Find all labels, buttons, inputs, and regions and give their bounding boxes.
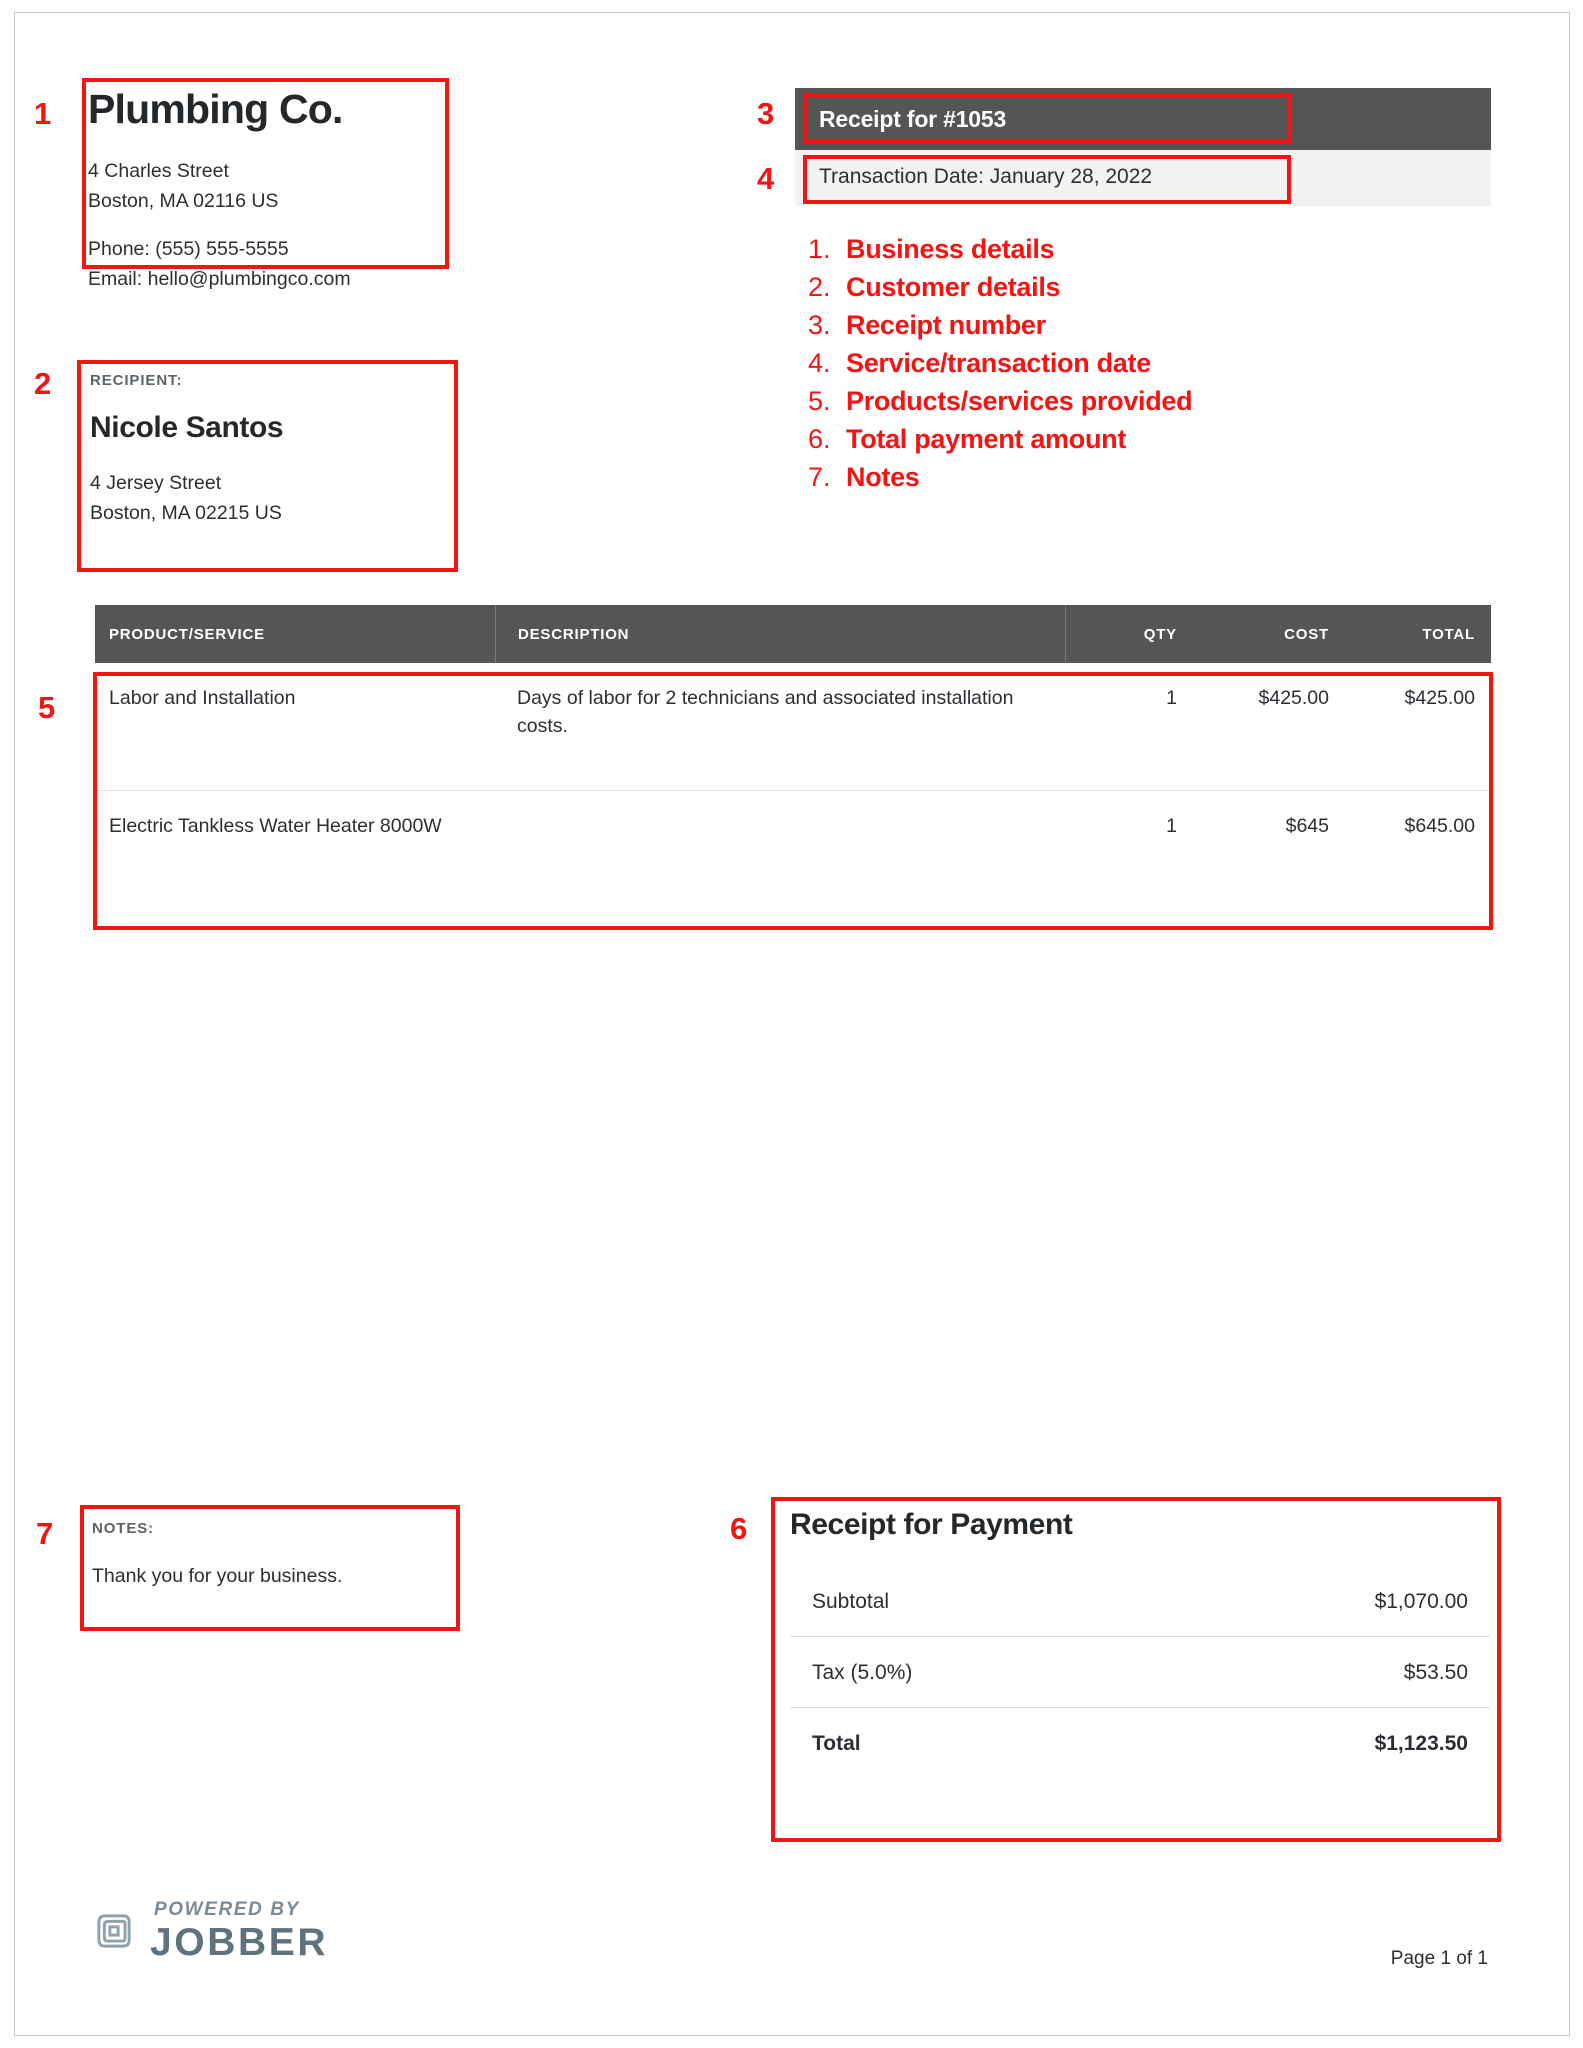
column-header-total: TOTAL (1422, 625, 1475, 643)
receipt-header-bar (795, 88, 1491, 150)
payment-row-label: Tax (5.0%) (812, 1661, 913, 1684)
recipient-details-block (90, 372, 450, 528)
annotation-marker-5: 5 (38, 690, 56, 725)
payment-row-tax (790, 1661, 1490, 1708)
cell-product: Labor and Installation (109, 687, 296, 709)
annotation-legend-number: 2. (808, 272, 831, 302)
annotation-legend-list (808, 234, 1428, 500)
column-header-cost: COST (1284, 625, 1329, 643)
notes-label: NOTES: (92, 1520, 155, 1537)
page-number: Page 1 of 1 (1390, 1948, 1488, 1969)
annotation-legend-number: 5. (808, 386, 831, 416)
annotation-legend-number: 1. (808, 234, 831, 264)
annotation-marker-6: 6 (730, 1511, 748, 1546)
annotation-marker-3: 3 (757, 96, 775, 131)
column-header-product: PRODUCT/SERVICE (109, 625, 265, 643)
payment-summary-block (790, 1508, 1490, 1756)
cell-qty: 1 (1166, 815, 1177, 837)
annotation-legend-item (808, 386, 1428, 417)
payment-row-label: Total (812, 1732, 861, 1755)
business-name: Plumbing Co. (88, 86, 343, 132)
powered-by-label: POWERED BY (154, 1899, 300, 1920)
notes-block (92, 1520, 447, 1588)
jobber-wordmark: JOBBER (150, 1921, 329, 1964)
annotation-legend-label: Service/transaction date (846, 348, 1151, 378)
jobber-logo-text (150, 1900, 328, 1962)
annotation-marker-1: 1 (34, 96, 52, 131)
cell-description (495, 813, 1065, 919)
business-address-line-2: Boston, MA 02116 US (88, 189, 279, 212)
notes-body: Thank you for your business. (92, 1565, 343, 1587)
annotation-marker-7: 7 (36, 1516, 54, 1551)
annotation-legend-label: Total payment amount (846, 424, 1127, 454)
annotation-legend-label: Notes (846, 462, 920, 492)
annotation-legend-number: 7. (808, 462, 831, 492)
cell-cost: $425.00 (1258, 687, 1329, 709)
transaction-date: Transaction Date: January 28, 2022 (819, 165, 1153, 188)
recipient-label: RECIPIENT: (90, 372, 183, 389)
annotation-legend-number: 4. (808, 348, 831, 378)
recipient-address-line-1: 4 Jersey Street (90, 472, 222, 494)
payment-row-total (790, 1732, 1490, 1756)
jobber-spiral-square-icon (92, 1909, 136, 1953)
cell-qty: 1 (1166, 687, 1177, 709)
cell-product: Electric Tankless Water Heater 8000W (109, 815, 442, 837)
annotation-marker-2: 2 (34, 366, 52, 401)
business-email: Email: hello@plumbingco.com (88, 267, 351, 290)
annotation-legend-item (808, 272, 1428, 303)
annotation-legend-label: Products/services provided (846, 386, 1193, 416)
payment-row-value: $53.50 (1403, 1661, 1468, 1684)
annotation-legend-item (808, 348, 1428, 379)
annotation-legend-number: 6. (808, 424, 831, 454)
payment-row-value: $1,123.50 (1374, 1732, 1468, 1755)
payment-row-value: $1,070.00 (1374, 1590, 1468, 1613)
table-row (95, 791, 1491, 919)
recipient-name: Nicole Santos (90, 411, 284, 444)
transaction-date-bar (795, 150, 1491, 206)
column-header-description: DESCRIPTION (495, 605, 1065, 663)
payment-row-subtotal (790, 1590, 1490, 1637)
jobber-logo (92, 1900, 328, 1962)
business-phone: Phone: (555) 555-5555 (88, 238, 289, 261)
annotation-legend-item (808, 310, 1428, 341)
cell-total: $425.00 (1404, 687, 1475, 709)
business-details-block (88, 88, 468, 295)
annotation-legend-label: Business details (846, 234, 1055, 264)
payment-summary-title: Receipt for Payment (790, 1508, 1073, 1541)
table-header-row (95, 605, 1491, 663)
annotation-legend-item (808, 424, 1428, 455)
line-items-table (95, 605, 1491, 919)
cell-cost: $645 (1285, 815, 1329, 837)
spacer (88, 216, 468, 235)
receipt-title: Receipt for #1053 (819, 106, 1007, 132)
annotation-legend-item (808, 234, 1428, 265)
annotation-legend-number: 3. (808, 310, 831, 340)
annotation-marker-4: 4 (757, 161, 775, 196)
cell-description: Days of labor for 2 technicians and associated installation costs. (517, 687, 1014, 737)
recipient-address-line-2: Boston, MA 02215 US (90, 501, 282, 524)
annotation-legend-label: Receipt number (846, 310, 1046, 340)
annotation-legend-label: Customer details (846, 272, 1061, 302)
annotation-legend-item (808, 462, 1428, 493)
business-address-line-1: 4 Charles Street (88, 160, 229, 183)
cell-total: $645.00 (1404, 815, 1475, 837)
table-row (95, 663, 1491, 791)
column-header-qty: QTY (1065, 605, 1195, 663)
payment-row-label: Subtotal (812, 1590, 890, 1613)
